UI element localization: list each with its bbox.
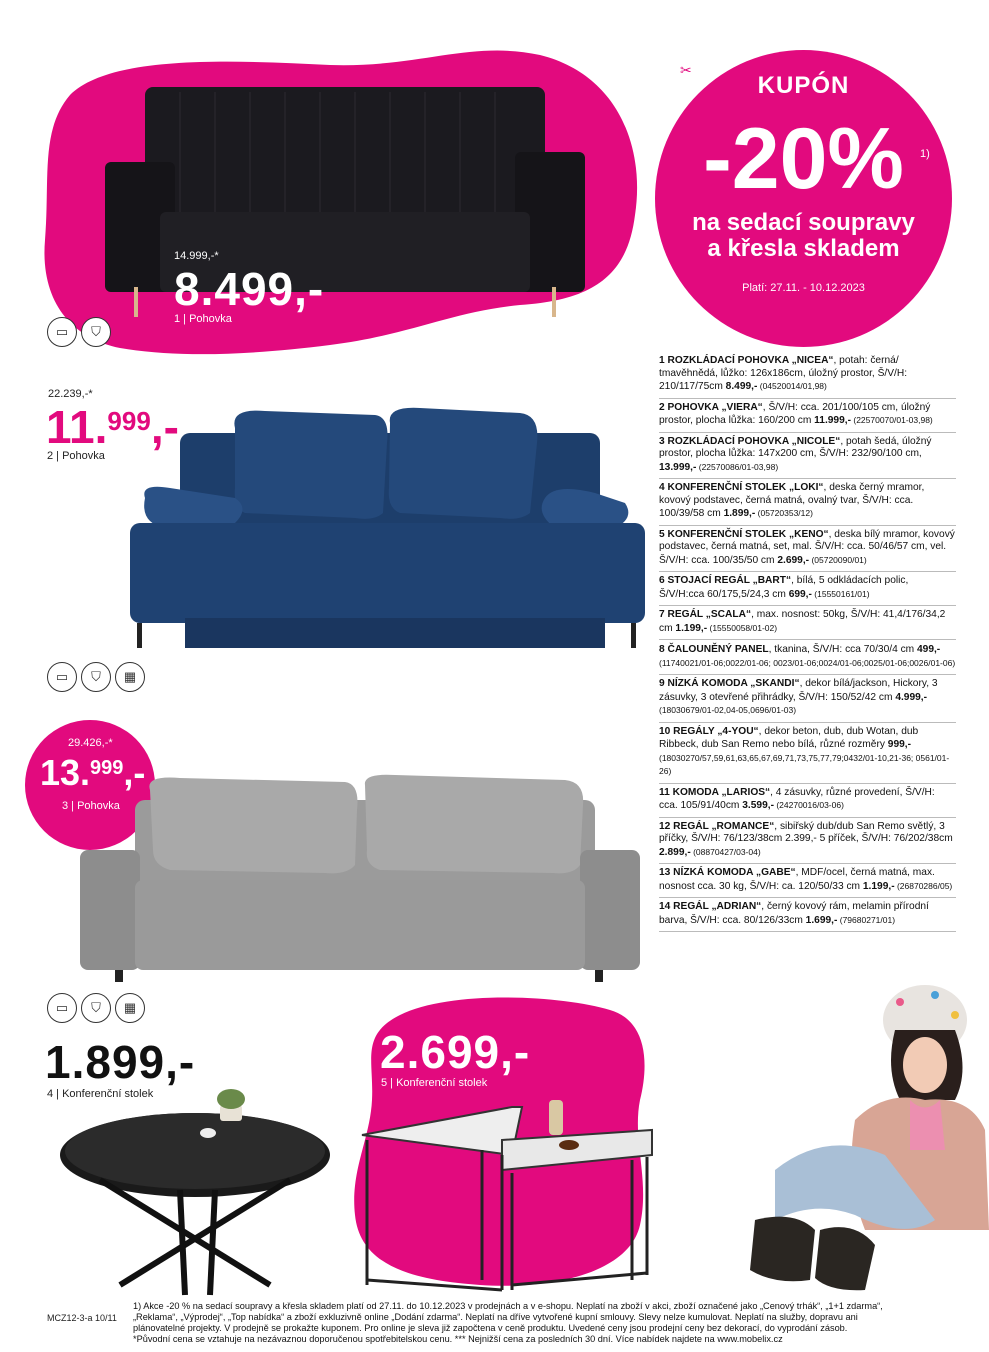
p4-label: 4 | Konferenční stolek — [47, 1088, 154, 1100]
coupon-discount: -20% — [703, 111, 904, 207]
spec-title: 9 NÍZKÁ KOMODA „SKANDI“ — [659, 678, 800, 689]
spec-code: (11740021/01-06;0022/01-06; 0023/01-06;0024/01-06;0025/01-06;0026/01-06) — [659, 657, 956, 668]
spec-item — [659, 898, 956, 932]
spec-price: 1.899,- — [723, 508, 756, 519]
spec-code: (04520014/01,98) — [757, 381, 827, 391]
fabric-swatch-icon: ▦ — [115, 662, 145, 692]
sofa-2-image — [125, 403, 655, 653]
spec-code: (26870286/05) — [894, 880, 953, 891]
spec-text: , max. nosnost: 50kg, Š/V/H: 41,4/176/34,2 cm — [659, 609, 946, 634]
coupon-line-1: na sedací soupravy — [692, 209, 915, 236]
spec-price: 1.699,- — [805, 914, 838, 926]
table-4-image — [60, 1085, 340, 1300]
spec-text: , dekor bílá/jackson, Hickory, 3 zásuvky, 3 otevřené přihrádky, Š/V/H: 150/52/42 cm — [659, 678, 938, 703]
p5-price: 2.699,- — [380, 1026, 531, 1078]
spec-price: 11.999,- — [814, 415, 851, 426]
spec-price: 8.499,- — [725, 381, 758, 392]
spec-text: , Š/V/H: cca. 201/100/105 cm, úložný prostor, plocha lůžka: 160/200 cm — [659, 401, 931, 426]
p2-price-main: 11. — [46, 401, 108, 453]
spec-item — [659, 572, 956, 606]
spec-title: 6 STOJACÍ REGÁL „BART“ — [659, 575, 792, 586]
bed-storage-icon: ▭ — [47, 993, 77, 1023]
p3-price-sup: 999 — [90, 757, 124, 779]
spec-title: 12 REGÁL „ROMANCE“ — [659, 820, 775, 832]
spec-price: 499,- — [916, 644, 941, 655]
spec-price: 4.999,- — [895, 691, 928, 703]
spec-price: 999,- — [887, 739, 912, 750]
spec-item — [659, 723, 956, 784]
bed-storage-icon: ▭ — [47, 662, 77, 692]
spec-price: 1.199,- — [862, 880, 895, 892]
p1-price: 8.499,- — [174, 263, 325, 315]
sofa-bed-icon: ⛉ — [81, 662, 111, 692]
spec-text: , deska bílý mramor, kovový podstavec, černá matná, set, mal. Š/V/H: cca. 50/46/57 cm, vel. Š/V/H: cca. 100/35/50 cm — [659, 528, 955, 566]
coupon-validity: Platí: 27.11. - 10.12.2023 — [742, 282, 865, 294]
spec-item — [659, 640, 956, 675]
fabric-swatch-icon: ▦ — [115, 993, 145, 1023]
spec-item — [659, 399, 956, 433]
p1-old-price: 14.999,-* — [174, 250, 219, 262]
p2-icons — [47, 662, 145, 692]
spec-item — [659, 526, 956, 573]
footer-line-4: *Původní cena se vztahuje na nezávaznou doporučenou spotřebitelskou cenu. *** Nejnižší cena za posledních 30 dní. Více nabídek najdete na www.mobelix.cz — [133, 1334, 783, 1344]
spec-item — [659, 433, 956, 480]
spec-list — [659, 352, 956, 932]
sofa-3-image — [75, 770, 645, 990]
spec-text: , deska černý mramor, kovový podstavec, černá matná, ovalný tvar, Š/V/H: cca. 100/39/58 cm — [659, 482, 925, 519]
spec-title: 13 NÍZKÁ KOMODA „GABE“ — [659, 867, 796, 878]
spec-code: (79680271/01) — [837, 914, 896, 925]
p1-label: 1 | Pohovka — [174, 313, 232, 325]
spec-price: 699,- — [788, 588, 812, 600]
spec-code: (15550058/01-02) — [707, 622, 778, 633]
coupon-footnote-mark: 1) — [920, 148, 930, 160]
spec-code: (22570070/01-03,98) — [851, 415, 933, 425]
spec-code: (05720353/12) — [755, 508, 813, 518]
spec-code: (15550161/01) — [811, 588, 870, 599]
spec-price: 13.999,- — [659, 461, 697, 473]
spec-title: 1 ROZKLÁDACÍ POHOVKA „NICEA“ — [659, 355, 834, 366]
spec-title: 2 POHOVKA „VIERA“ — [659, 401, 763, 413]
spec-text: , bílá, 5 odkládacích polic, Š/V/H:cca 60/175,5/24,3 cm — [659, 575, 909, 600]
p2-label: 2 | Pohovka — [47, 450, 105, 462]
sofa-bed-icon: ⛉ — [81, 317, 111, 347]
spec-title: 14 REGÁL „ADRIAN“ — [659, 901, 762, 912]
spec-title: 5 KONFERENČNÍ STOLEK „KENO“ — [659, 528, 829, 540]
p3-old-price: 29.426,-* — [68, 737, 113, 749]
spec-item — [659, 818, 956, 865]
p1-icons — [47, 317, 111, 347]
spec-code: (24270016/03-06) — [773, 800, 844, 810]
p3-price-end: ,- — [123, 752, 146, 793]
coupon-title: KUPÓN — [757, 72, 850, 99]
footer-disclaimer — [133, 1301, 963, 1345]
spec-text: , černý kovový rám, melamin přírodní barva, Š/V/H: cca. 80/126/33cm — [659, 901, 929, 926]
p5-label: 5 | Konferenční stolek — [381, 1077, 488, 1089]
spec-item — [659, 675, 956, 723]
spec-item — [659, 606, 956, 640]
spec-price: 3.599,- — [742, 800, 774, 811]
spec-title: 10 REGÁLY „4-YOU“ — [659, 725, 759, 737]
spec-item — [659, 352, 956, 399]
spec-text: , potah: černá/ tmavěhnědá, lůžko: 126x186cm, úložný prostor, Š/V/H: 210/117/75cm — [659, 355, 908, 392]
coupon-line-2: a křesla skladem — [707, 235, 900, 262]
spec-price: 2.899,- — [659, 846, 691, 858]
spec-title: 8 ČALOUNĚNÝ PANEL — [659, 644, 769, 655]
spec-text: , MDF/ocel, černá matná, max. nosnost cca. 30 kg, Š/V/H: ca. 120/50/33 cm — [659, 867, 935, 892]
footer-line-3: plánovatelné projekty. V prodejně se prokažte kuponem. Pro online je sleva již započtena v ceně produktu. Uvedené ceny jsou prodejní ceny bez dekorací, do vyprodání zásob. — [133, 1323, 848, 1333]
spec-item — [659, 864, 956, 898]
spec-code: (05720090/01) — [809, 554, 867, 565]
p3-price-main: 13. — [40, 752, 91, 793]
p3-icons — [47, 993, 145, 1023]
spec-text: , 4 zásuvky, různé provedení, Š/V/H: cca. 105/91/40cm — [659, 786, 935, 811]
page-code: MCZ12-3-a 10/11 — [47, 1313, 117, 1323]
bed-storage-icon: ▭ — [47, 317, 77, 347]
spec-text: , sibiřský dub/dub San Remo světlý, 3 příčky, Š/V/H: 76/123/38cm 2.399,- 5 příček, Š/V/H: 76/202/38cm — [659, 820, 953, 844]
footer-line-1: 1) Akce -20 % na sedací soupravy a křesla skladem platí od 27.11. do 10.12.2023 v prodejnách a v e-shopu. Neplatí na zboží v akci, zboží označené jako „Cenový trhák“, „1+1 zdarma“, — [133, 1301, 883, 1311]
spec-text: , potah šedá, úložný prostor, plocha lůžka: 147x200 cm, Š/V/H: 232/90/100 cm, — [659, 435, 932, 459]
spec-title: 4 KONFERENČNÍ STOLEK „LOKI“ — [659, 482, 824, 493]
p2-old-price: 22.239,-* — [48, 388, 93, 400]
spec-item — [659, 479, 956, 526]
model-photo — [735, 980, 989, 1295]
footer-line-2: „Reklama“, „Výprodej“, „Top nabídka“ a zboží exkluzivně online „Dodání zdarma“. Neplatí na dříve vytvořené kupní smlouvy. Slevy nelze kumulovat. Neplatí na služby, dopravu ani — [133, 1312, 858, 1322]
spec-title: 7 REGÁL „SCALA“ — [659, 609, 752, 620]
spec-code: (18030270/57,59,61,63,65,67,69,71,73,75,77,79;0432/01-10,21-36; 0561/01-26) — [659, 752, 950, 776]
spec-code: (08870427/03-04) — [690, 846, 761, 857]
spec-code: (22570086/01-03,98) — [696, 461, 779, 472]
spec-code: (18030679/01-02,04-05,0696/01-03) — [659, 705, 797, 715]
p2-price-sup: 999 — [107, 406, 151, 436]
table-5-image — [352, 1095, 662, 1295]
sofa-bed-icon: ⛉ — [81, 993, 111, 1023]
spec-text: , tkanina, Š/V/H: cca 70/30/4 cm — [768, 644, 917, 655]
spec-text: , dekor beton, dub, dub Wotan, dub Ribbeck, dub San Remo nebo bílá, různé rozměry — [659, 725, 919, 750]
spec-title: 3 ROZKLÁDACÍ POHOVKA „NICOLE“ — [659, 435, 841, 447]
p2-price-end: ,- — [150, 401, 179, 453]
spec-price: 2.699,- — [777, 554, 810, 566]
spec-title: 11 KOMODA „LARIOS“ — [659, 786, 771, 798]
scissors-icon: ✂ — [680, 62, 692, 78]
p3-label: 3 | Pohovka — [62, 800, 120, 812]
spec-price: 1.199,- — [675, 622, 708, 634]
p4-price: 1.899,- — [45, 1036, 196, 1088]
coupon-badge — [655, 50, 952, 347]
spec-item — [659, 784, 956, 818]
